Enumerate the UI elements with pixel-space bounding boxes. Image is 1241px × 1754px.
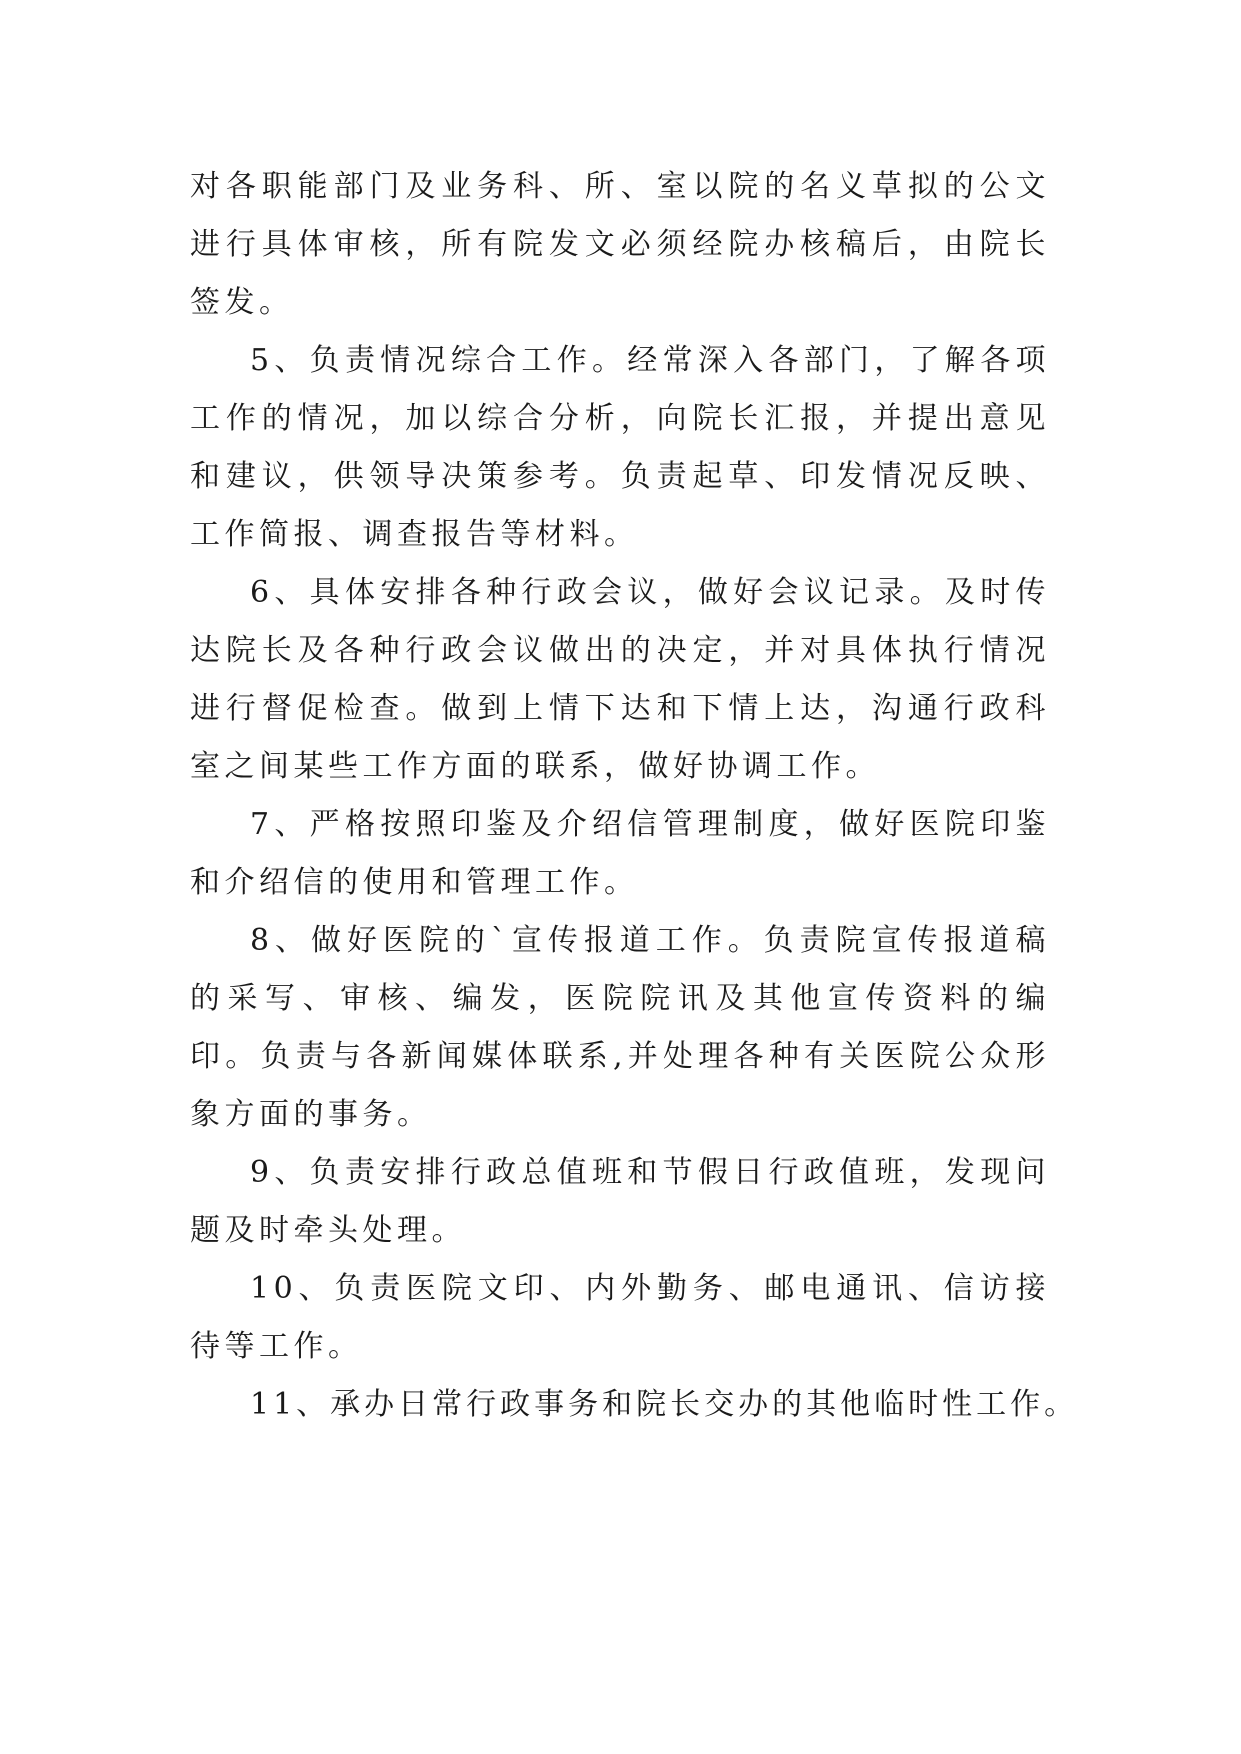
- paragraph-item-7: 7、严格按照印鉴及介绍信管理制度，做好医院印鉴和介绍信的使用和管理工作。: [190, 807, 1050, 900]
- paragraph-item-8: 8、做好医院的`宣传报道工作。负责院宣传报道稿的采写、审核、编发，医院院讯及其他宣传资料的编印。负责与各新闻媒体联系,并处理各种有关医院公众形象方面的事务。: [190, 923, 1050, 1132]
- paragraph-item-9: 9、负责安排行政总值班和节假日行政值班，发现问题及时牵头处理。: [190, 1155, 1050, 1248]
- document-body: [190, 158, 1079, 1434]
- paragraph-item-5: 5、负责情况综合工作。经常深入各部门，了解各项工作的情况，加以综合分析，向院长汇报，并提出意见和建议，供领导决策参考。负责起草、印发情况反映、工作简报、调查报告等材料。: [190, 343, 1050, 552]
- paragraph-item-10: 10、负责医院文印、内外勤务、邮电通讯、信访接待等工作。: [190, 1271, 1050, 1364]
- paragraph-continuation: 对各职能部门及业务科、所、室以院的名义草拟的公文进行具体审核，所有院发文必须经院办核稿后，由院长签发。: [190, 169, 1050, 320]
- paragraph-item-11: 11、承办日常行政事务和院长交办的其他临时性工作。: [250, 1387, 1079, 1422]
- paragraph-item-6: 6、具体安排各种行政会议，做好会议记录。及时传达院长及各种行政会议做出的决定，并对具体执行情况进行督促检查。做到上情下达和下情上达，沟通行政科室之间某些工作方面的联系，做好协调工作。: [190, 575, 1050, 784]
